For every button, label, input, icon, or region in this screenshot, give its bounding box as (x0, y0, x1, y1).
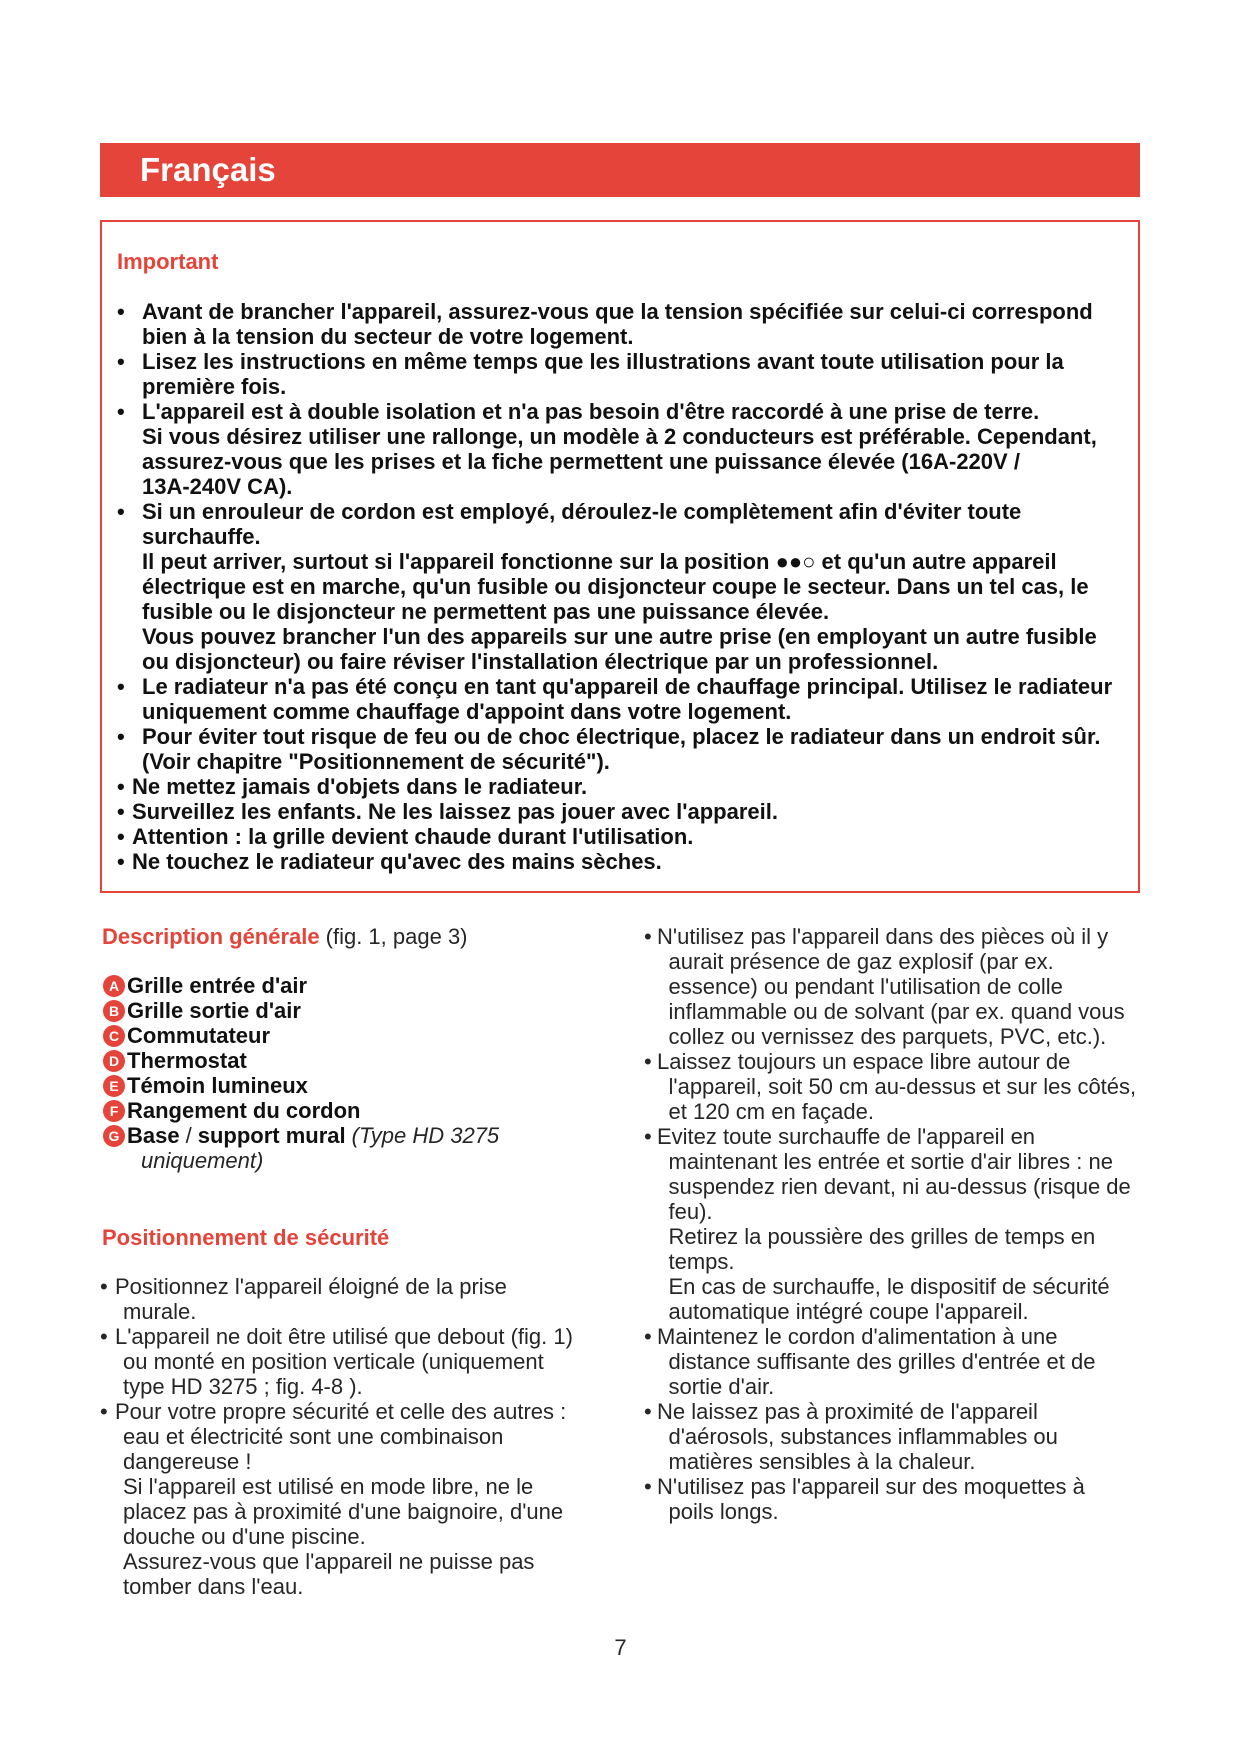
part-note: (Type HD 3275 (351, 1123, 500, 1148)
positioning-line: Pour votre propre sécurité et celle des autres : (115, 1399, 567, 1424)
bullet: • (117, 399, 125, 424)
bullet: • (117, 299, 125, 324)
part-label-separator: / (185, 1123, 192, 1148)
description-heading (102, 924, 468, 949)
left-column (100, 924, 620, 1624)
important-line: Avant de brancher l'appareil, assurez-vous que la tension spécifiée sur celui-ci correspond (142, 299, 1093, 324)
important-line: Attention : la grille devient chaude durant l'utilisation. (132, 824, 694, 849)
bullet: • (644, 1399, 652, 1424)
important-line: 13A-240V CA). (142, 474, 293, 499)
bullet: • (644, 1324, 652, 1349)
part-label-base: Base (127, 1123, 180, 1148)
precaution-line: feu). (668, 1199, 713, 1224)
parts-list (100, 973, 620, 1173)
precaution-line: Evitez toute surchauffe de l'appareil en (657, 1124, 1036, 1149)
precaution-item-explosive-gas (644, 924, 1144, 1049)
important-line: ou disjoncteur) ou faire réviser l'installation électrique par un professionnel. (142, 649, 939, 674)
positioning-line: murale. (123, 1299, 197, 1324)
positioning-line: dangereuse ! (123, 1449, 252, 1474)
right-column (644, 924, 1144, 1544)
bullet: • (644, 924, 652, 949)
description-title: Description générale (102, 924, 320, 949)
part-label: Témoin lumineux (127, 1073, 308, 1098)
important-item-fire-risk (102, 724, 1138, 774)
precaution-line: Retirez la poussière des grilles de temps en (668, 1224, 1096, 1249)
precaution-line: distance suffisante des grilles d'entrée et de (668, 1349, 1096, 1374)
precaution-line: Maintenez le cordon d'alimentation à une (657, 1324, 1058, 1349)
bullet: • (100, 1324, 108, 1349)
precaution-item-cord-distance (644, 1324, 1144, 1399)
important-line: (Voir chapitre "Positionnement de sécurité"). (142, 749, 610, 774)
bullet: • (117, 724, 125, 749)
important-item-children (102, 799, 1138, 824)
important-list (102, 299, 1138, 874)
important-line: bien à la tension du secteur de votre logement. (142, 324, 634, 349)
important-item-cord-reel (102, 499, 1138, 674)
precaution-line: collez ou vernissez des parquets, PVC, etc.). (668, 1024, 1107, 1049)
part-item (100, 1123, 620, 1148)
figure-reference: (fig. 1, page 3) (325, 924, 468, 949)
precaution-line: matières sensibles à la chaleur. (668, 1449, 976, 1474)
important-line: première fois. (142, 374, 287, 399)
precaution-line: N'utilisez pas l'appareil sur des moquettes à (657, 1474, 1085, 1499)
positioning-line: eau et électricité sont une combinaison (123, 1424, 504, 1449)
important-line: Ne mettez jamais d'objets dans le radiateur. (132, 774, 588, 799)
precaution-line: temps. (668, 1249, 735, 1274)
bullet: • (117, 674, 125, 699)
important-item-dry-hands (102, 849, 1138, 874)
letter-badge-icon: B (103, 1000, 125, 1022)
positioning-heading (102, 1225, 389, 1250)
precaution-line: d'aérosols, substances inflammables ou (668, 1424, 1058, 1449)
precaution-item-overheating (644, 1124, 1144, 1324)
precaution-line: essence) ou pendant l'utilisation de colle (668, 974, 1063, 999)
bullet: • (644, 1049, 652, 1074)
important-item-hot-grille (102, 824, 1138, 849)
part-label: Commutateur (127, 1023, 271, 1048)
positioning-line: Si l'appareil est utilisé en mode libre, ne le (123, 1474, 534, 1499)
important-line: Lisez les instructions en même temps que les illustrations avant toute utilisation pour la (142, 349, 1064, 374)
bullet: • (117, 849, 125, 874)
important-line: fusible ou le disjoncteur ne permettent pas une puissance élevée. (142, 599, 830, 624)
important-box (100, 220, 1140, 893)
precaution-line: inflammable ou de solvant (par ex. quand vous (668, 999, 1125, 1024)
part-note-continuation: uniquement) (141, 1148, 264, 1173)
important-line: assurez-vous que les prises et la fiche permettent une puissance élevée (16A-220V / (142, 449, 1020, 474)
important-item-no-objects (102, 774, 1138, 799)
precaution-line: l'appareil, soit 50 cm au-dessus et sur les côtés, (668, 1074, 1137, 1099)
important-heading: Important (117, 249, 219, 274)
part-label: Thermostat (127, 1048, 247, 1073)
important-line: Ne touchez le radiateur qu'avec des mains sèches. (132, 849, 662, 874)
bullet: • (644, 1124, 652, 1149)
language-header-bar (100, 143, 1140, 197)
precaution-item-aerosols (644, 1399, 1144, 1474)
important-line: électrique est en marche, qu'un fusible ou disjoncteur coupe le secteur. Dans un tel cas, le (142, 574, 1089, 599)
positioning-line: ou monté en position verticale (uniquement (123, 1349, 544, 1374)
precaution-line: N'utilisez pas l'appareil dans des pièces où il y (657, 924, 1109, 949)
important-line: Le radiateur n'a pas été conçu en tant qu'appareil de chauffage principal. Utilisez le radiateur (142, 674, 1113, 699)
important-item-auxiliary-heating (102, 674, 1138, 724)
important-line: Vous pouvez brancher l'un des appareils sur une autre prise (en employant un autre fusible (142, 624, 1097, 649)
important-line: Pour éviter tout risque de feu ou de choc électrique, placez le radiateur dans un endroit sûr. (142, 724, 1101, 749)
part-label-wall-mount: support mural (197, 1123, 346, 1148)
bullet: • (117, 499, 125, 524)
precaution-line: automatique intégré coupe l'appareil. (668, 1299, 1029, 1324)
precaution-line: En cas de surchauffe, le dispositif de sécurité (668, 1274, 1110, 1299)
precaution-line: sortie d'air. (668, 1374, 775, 1399)
positioning-line: tomber dans l'eau. (123, 1574, 304, 1599)
bullet: • (117, 799, 125, 824)
part-item (100, 1073, 620, 1098)
important-line: Si un enrouleur de cordon est employé, déroulez-le complètement afin d'éviter toute (142, 499, 1022, 524)
positioning-title: Positionnement de sécurité (102, 1225, 390, 1250)
important-line: surchauffe. (142, 524, 261, 549)
letter-badge-icon: C (103, 1025, 125, 1047)
page-number: 7 (614, 1635, 627, 1660)
precautions-list (644, 924, 1144, 1524)
precaution-line: et 120 cm en façade. (668, 1099, 874, 1124)
positioning-line: douche ou d'une piscine. (123, 1524, 366, 1549)
important-line: Si vous désirez utiliser une rallonge, un modèle à 2 conducteurs est préférable. Cependant, (142, 424, 1097, 449)
bullet: • (117, 774, 125, 799)
important-item-instructions (102, 349, 1138, 399)
part-label: Grille entrée d'air (127, 973, 308, 998)
precaution-line: maintenant les entrée et sortie d'air libres : ne (668, 1149, 1113, 1174)
precaution-line: Laissez toujours un espace libre autour de (657, 1049, 1071, 1074)
part-item (100, 973, 620, 998)
important-line: L'appareil est à double isolation et n'a pas besoin d'être raccordé à une prise de terre. (142, 399, 1040, 424)
positioning-list (100, 1274, 620, 1599)
positioning-line: L'appareil ne doit être utilisé que debout (fig. 1) (115, 1324, 573, 1349)
bullet: • (100, 1399, 108, 1424)
important-line: Il peut arriver, surtout si l'appareil fonctionne sur la position ●●○ et qu'un autre appareil (142, 549, 1057, 574)
precaution-item-clearance (644, 1049, 1144, 1124)
precaution-line: suspendez rien devant, ni au-dessus (risque de (668, 1174, 1131, 1199)
part-item (100, 1023, 620, 1048)
positioning-line: type HD 3275 ; fig. 4-8 ). (123, 1374, 363, 1399)
precaution-item-carpets (644, 1474, 1144, 1524)
part-label (127, 1123, 499, 1148)
part-item (100, 1048, 620, 1073)
language-title: Français (140, 151, 276, 188)
part-label: Rangement du cordon (127, 1098, 361, 1123)
bullet: • (644, 1474, 652, 1499)
positioning-item-upright-use (100, 1324, 620, 1399)
positioning-item-away-from-socket (100, 1274, 620, 1324)
important-line: Surveillez les enfants. Ne les laissez pas jouer avec l'appareil. (132, 799, 778, 824)
precaution-line: aurait présence de gaz explosif (par ex. (668, 949, 1054, 974)
precaution-line: Ne laissez pas à proximité de l'appareil (657, 1399, 1038, 1424)
precaution-line: poils longs. (668, 1499, 779, 1524)
part-label: Grille sortie d'air (127, 998, 301, 1023)
positioning-item-water-safety (100, 1399, 620, 1599)
letter-badge-icon: G (103, 1125, 125, 1147)
important-item-insulation (102, 399, 1138, 499)
bullet: • (117, 824, 125, 849)
letter-badge-icon: D (103, 1050, 125, 1072)
part-item (100, 1098, 620, 1123)
part-item (100, 998, 620, 1023)
positioning-line: placez pas à proximité d'une baignoire, d'une (123, 1499, 564, 1524)
positioning-line: Assurez-vous que l'appareil ne puisse pas (123, 1549, 535, 1574)
letter-badge-icon: F (103, 1100, 125, 1122)
important-item-voltage (102, 299, 1138, 349)
letter-badge-icon: A (103, 975, 125, 997)
bullet: • (117, 349, 125, 374)
bullet: • (100, 1274, 108, 1299)
positioning-line: Positionnez l'appareil éloigné de la prise (115, 1274, 507, 1299)
important-line: uniquement comme chauffage d'appoint dans votre logement. (142, 699, 792, 724)
letter-badge-icon: E (103, 1075, 125, 1097)
